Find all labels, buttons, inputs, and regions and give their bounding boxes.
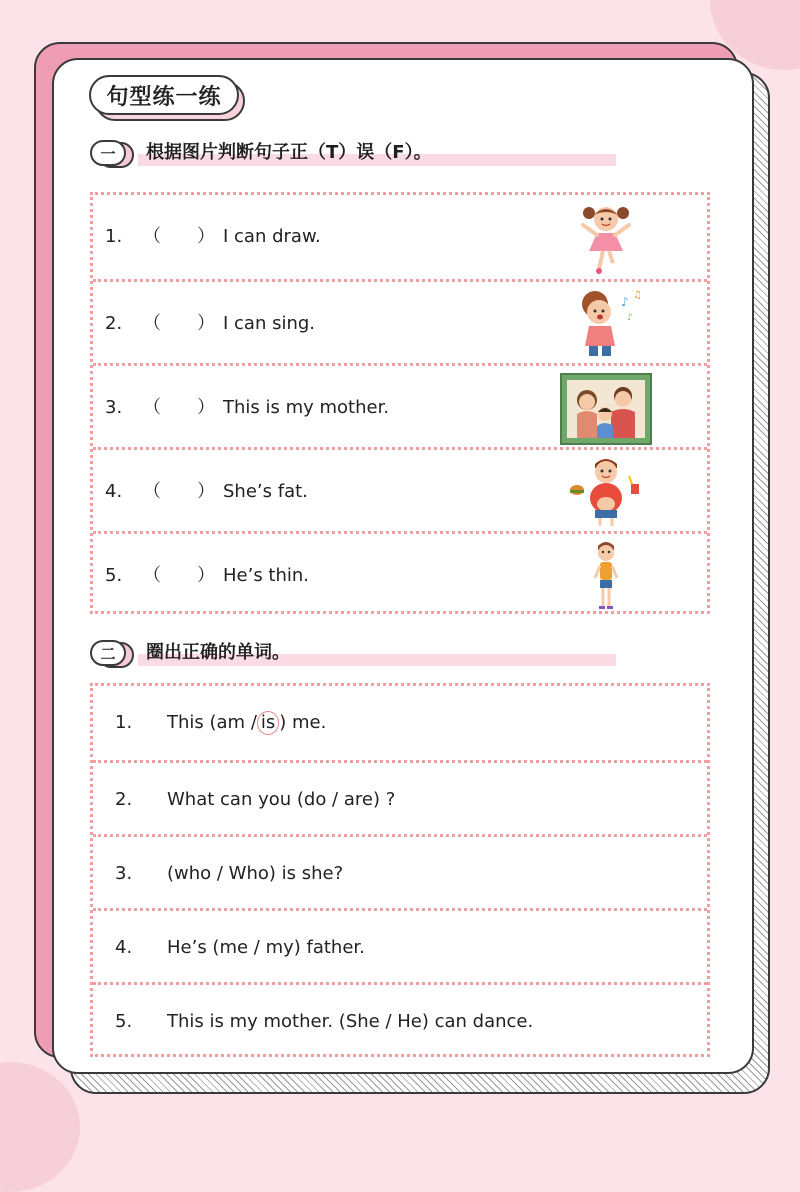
item-number: 5. xyxy=(115,1011,133,1032)
title-text: 句型练一练 xyxy=(89,75,239,115)
section-2-badge: 二 xyxy=(90,640,126,666)
exercise-row xyxy=(93,908,707,982)
item-number: 2. xyxy=(105,313,123,334)
exercise-row xyxy=(93,195,707,279)
item-sentence[interactable]: This is my mother. (She / He) can dance. xyxy=(167,1011,534,1032)
exercise-row xyxy=(93,531,707,615)
item-number: 3. xyxy=(105,397,123,418)
svg-text:♪: ♪ xyxy=(627,313,633,323)
item-sentence[interactable]: (who / Who) is she? xyxy=(167,863,344,884)
section-1-instruction: 根据图片判断句子正（T）误（F）。 xyxy=(146,142,432,163)
worksheet-title xyxy=(89,75,239,115)
item-sentence: I can draw. xyxy=(223,226,321,247)
exercise-row xyxy=(93,363,707,447)
girl-singing-illustration xyxy=(559,286,653,362)
exercise-row xyxy=(93,760,707,834)
item-number: 2. xyxy=(115,789,133,810)
true-false-exercise xyxy=(90,192,710,614)
exercise-row xyxy=(93,447,707,531)
item-sentence[interactable]: What can you (do / are) ? xyxy=(167,789,396,810)
item-number: 4. xyxy=(115,937,133,958)
answer-blank[interactable]: （ ） xyxy=(143,226,215,247)
decorative-circle-bottom-left xyxy=(0,1062,80,1192)
section-1-badge: 一 xyxy=(90,140,126,166)
answer-blank[interactable]: （ ） xyxy=(143,313,215,334)
girl-dancing-illustration xyxy=(559,199,653,275)
circle-word-exercise xyxy=(90,683,710,1057)
item-number: 5. xyxy=(105,565,123,586)
section-2-instruction: 圈出正确的单词。 xyxy=(146,642,290,663)
item-sentence[interactable]: He’s (me / my) father. xyxy=(167,937,365,958)
answer-blank[interactable]: （ ） xyxy=(143,481,215,502)
section-2-header xyxy=(90,640,620,670)
item-sentence: This is my mother. xyxy=(223,397,390,418)
item-sentence: I can sing. xyxy=(223,313,316,334)
fat-boy-with-food-illustration xyxy=(559,454,653,530)
item-number: 1. xyxy=(105,226,123,247)
exercise-row xyxy=(93,834,707,908)
family-photo-frame-illustration xyxy=(559,370,653,446)
thin-boy-illustration xyxy=(559,538,653,614)
item-number: 4. xyxy=(105,481,123,502)
section-1-header xyxy=(90,140,620,170)
exercise-row xyxy=(93,686,707,760)
item-sentence: He’s thin. xyxy=(223,565,310,586)
item-sentence: She’s fat. xyxy=(223,481,308,502)
answer-blank[interactable]: （ ） xyxy=(143,565,215,586)
exercise-row xyxy=(93,982,707,1056)
exercise-row xyxy=(93,279,707,363)
svg-text:♫: ♫ xyxy=(633,290,642,301)
item-sentence: This (am / is ) me. xyxy=(167,712,327,733)
item-number: 3. xyxy=(115,863,133,884)
item-number: 1. xyxy=(115,712,133,733)
answer-blank[interactable]: （ ） xyxy=(143,397,215,418)
circled-word[interactable]: is xyxy=(257,711,279,735)
svg-text:♪: ♪ xyxy=(621,295,629,309)
